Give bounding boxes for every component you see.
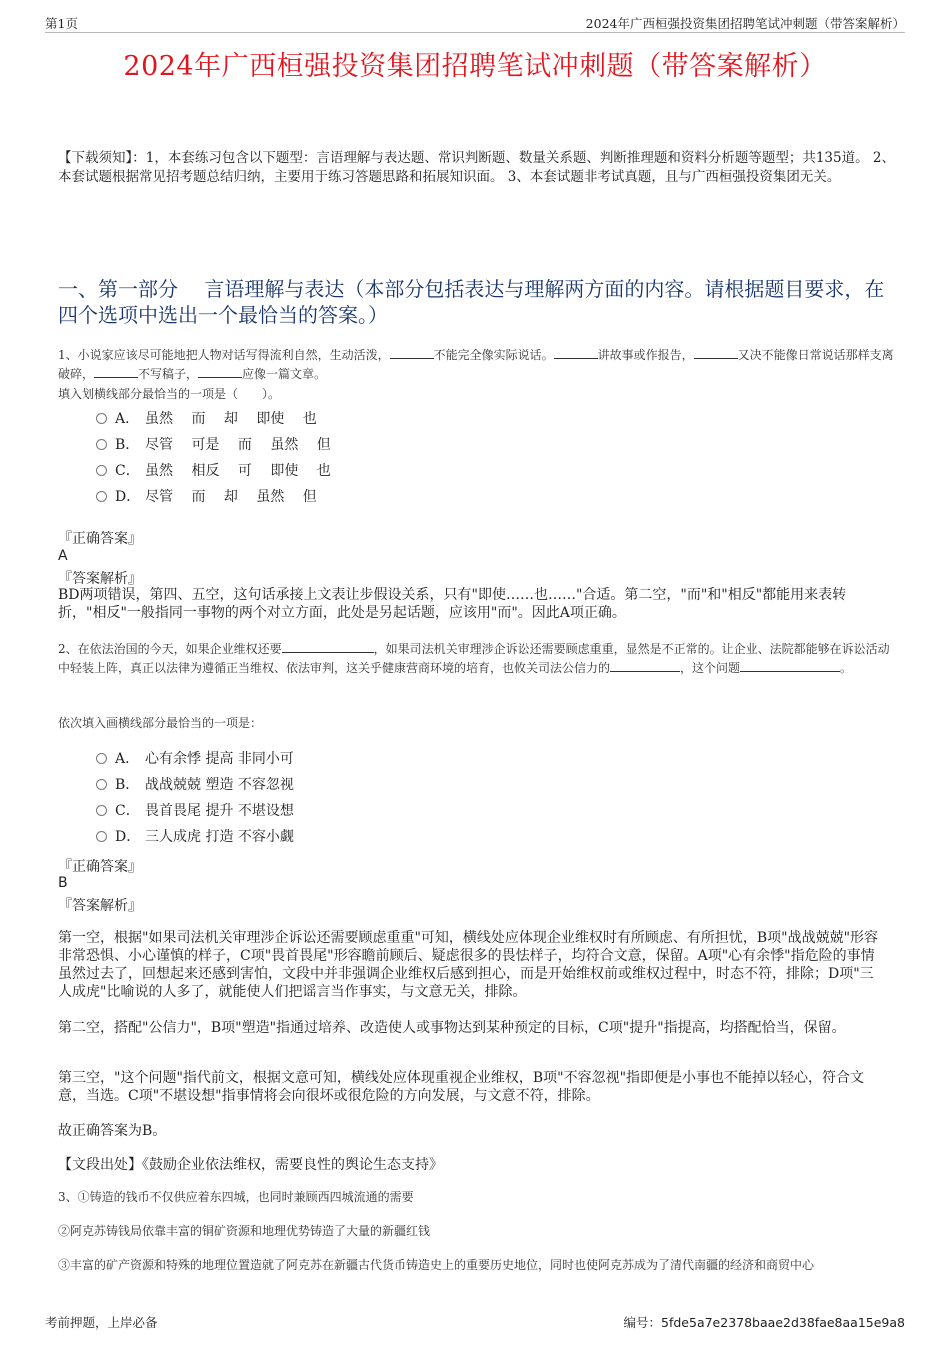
analysis-heading: 『答案解析』 <box>58 571 142 587</box>
correct-answer-heading: 『正确答案』 <box>58 859 142 875</box>
radio-icon[interactable] <box>96 805 107 816</box>
download-notice: 【下载须知】：1，本套练习包含以下题型：言语理解与表达题、常识判断题、数量关系题、判断推理题和资料分析题等题型；共135道。 2、本套试题根据常见招考题总结归纳，主要用于练习答题思路和拓展知识面。 3、本套试题非考试真题，且与广西桓强投资集团无关。 <box>58 150 895 185</box>
question-1-instruction: 填入划横线部分最恰当的一项是（ ）。 <box>58 387 281 401</box>
correct-answer-heading: 『正确答案』 <box>58 531 142 547</box>
option-c[interactable]: C． 畏首畏尾 提升 不堪设想 <box>96 798 294 824</box>
question-2-instruction: 依次填入画横线部分最恰当的一项是： <box>58 716 263 730</box>
blank <box>554 346 598 359</box>
page-title: 2024年广西桓强投资集团招聘笔试冲刺题（带答案解析） <box>123 51 827 82</box>
radio-icon[interactable] <box>96 491 107 502</box>
correct-answer-value: B <box>58 875 68 891</box>
question-2-options <box>96 746 294 850</box>
radio-icon[interactable] <box>96 439 107 450</box>
blank <box>610 659 680 672</box>
radio-icon[interactable] <box>96 831 107 842</box>
blank <box>390 346 434 359</box>
question-2-stem: 2、在依法治国的今天，如果企业维权还要 ，如果司法机关审理涉企诉讼还需要顾虑重重，显然是不正常的。让企业、法院都能够在诉讼活动中轻装上阵，真正以法律为遵循正当维权、依法审判，这关乎健康营商环境的培育，也攸关司法公信力的 ，这个问题 。 <box>58 642 890 675</box>
analysis-paragraph: 第二空，搭配"公信力"，B项"塑造"指通过培养、改造使人或事物达到某种预定的目标，C项"提升"指提高，均搭配恰当，保留。 <box>58 1020 846 1036</box>
question-3-statement-3: ③丰富的矿产资源和特殊的地理位置造就了阿克苏在新疆古代货币铸造史上的重要历史地位，同时也使阿克苏成为了清代南疆的经济和商贸中心 <box>58 1258 815 1272</box>
section-heading: 一、第一部分 言语理解与表达（本部分包括表达与理解两方面的内容。请根据题目要求，在四个选项中选出一个最恰当的答案。） <box>58 277 885 327</box>
option-b[interactable]: B． 尽管 可是 而 虽然 但 <box>96 432 331 458</box>
blank <box>740 659 840 672</box>
blank <box>94 365 138 378</box>
correct-answer-value: A <box>58 548 68 564</box>
blank <box>198 365 242 378</box>
source-citation: 【文段出处】《鼓励企业依法维权，需要良性的舆论生态支持》 <box>58 1157 443 1173</box>
analysis-text: BD两项错误，第四、五空，这句话承接上文表让步假设关系，只有"即使……也……"合适。第二空，"而"和"相反"都能用来表转折，"相反"一般指同一事物的两个对立方面，此处是另起话题，应该用"而"。因此A项正确。 <box>58 587 847 621</box>
option-d[interactable]: D． 尽管 而 却 虽然 但 <box>96 484 331 510</box>
footer-code: 编号：5fde5a7e2378baae2d38fae8aa15e9a8 <box>623 1315 905 1330</box>
blank <box>282 640 374 653</box>
option-a[interactable]: A． 虽然 而 却 即使 也 <box>96 406 331 432</box>
question-3-statement-2: ②阿克苏铸钱局依靠丰富的铜矿资源和地理优势铸造了大量的新疆红钱 <box>58 1224 431 1238</box>
footer-slogan: 考前押题，上岸必备 <box>45 1315 158 1330</box>
option-c[interactable]: C． 虽然 相反 可 即使 也 <box>96 458 331 484</box>
radio-icon[interactable] <box>96 413 107 424</box>
page-number: 第1页 <box>45 16 78 31</box>
analysis-heading: 『答案解析』 <box>58 898 142 914</box>
analysis-paragraph: 第三空，"这个问题"指代前文，根据文意可知，横线处应体现重视企业维权，B项"不容忽视"指即便是小事也不能掉以轻心，符合文意，当选。C项"不堪设想"指事情将会向很坏或很危险的方向发展，与文意不符，排除。 <box>58 1070 865 1104</box>
option-d[interactable]: D． 三人成虎 打造 不容小觑 <box>96 824 294 850</box>
page-header <box>45 14 905 33</box>
header-doc-title: 2024年广西桓强投资集团招聘笔试冲刺题（带答案解析） <box>585 16 905 31</box>
question-1-stem: 1、小说家应该尽可能地把人物对话写得流利自然，生动活泼， 不能完全像实际说话。 讲故事或作报告， 又决不能像日常说话那样支离破碎， 不写稿子， 应像一篇文章。 <box>58 348 894 381</box>
blank <box>694 346 738 359</box>
question-3-statement-1: 3、①铸造的钱币不仅供应着东四城，也同时兼顾西四城流通的需要 <box>58 1190 414 1204</box>
option-a[interactable]: A． 心有余悸 提高 非同小可 <box>96 746 294 772</box>
analysis-conclusion: 故正确答案为B。 <box>58 1123 167 1139</box>
option-b[interactable]: B． 战战兢兢 塑造 不容忽视 <box>96 772 294 798</box>
radio-icon[interactable] <box>96 465 107 476</box>
analysis-paragraph: 第一空，根据"如果司法机关审理涉企诉讼还需要顾虑重重"可知，横线处应体现企业维权时有所顾虑、有所担忧，B项"战战兢兢"形容非常恐惧、小心谨慎的样子，C项"畏首畏尾"形容瞻前顾后、疑虑很多的畏怯样子，均符合文意，保留。A项"心有余悸"指危险的事情虽然过去了，回想起来还感到害怕，文段中并非强调企业维权后感到担心，而是开始维权前或维权过程中，时态不符，排除；D项"三人成虎"比喻说的人多了，就能使人们把谣言当作事实，与文意无关，排除。 <box>58 930 879 1000</box>
radio-icon[interactable] <box>96 753 107 764</box>
question-1-options <box>96 406 331 510</box>
radio-icon[interactable] <box>96 779 107 790</box>
